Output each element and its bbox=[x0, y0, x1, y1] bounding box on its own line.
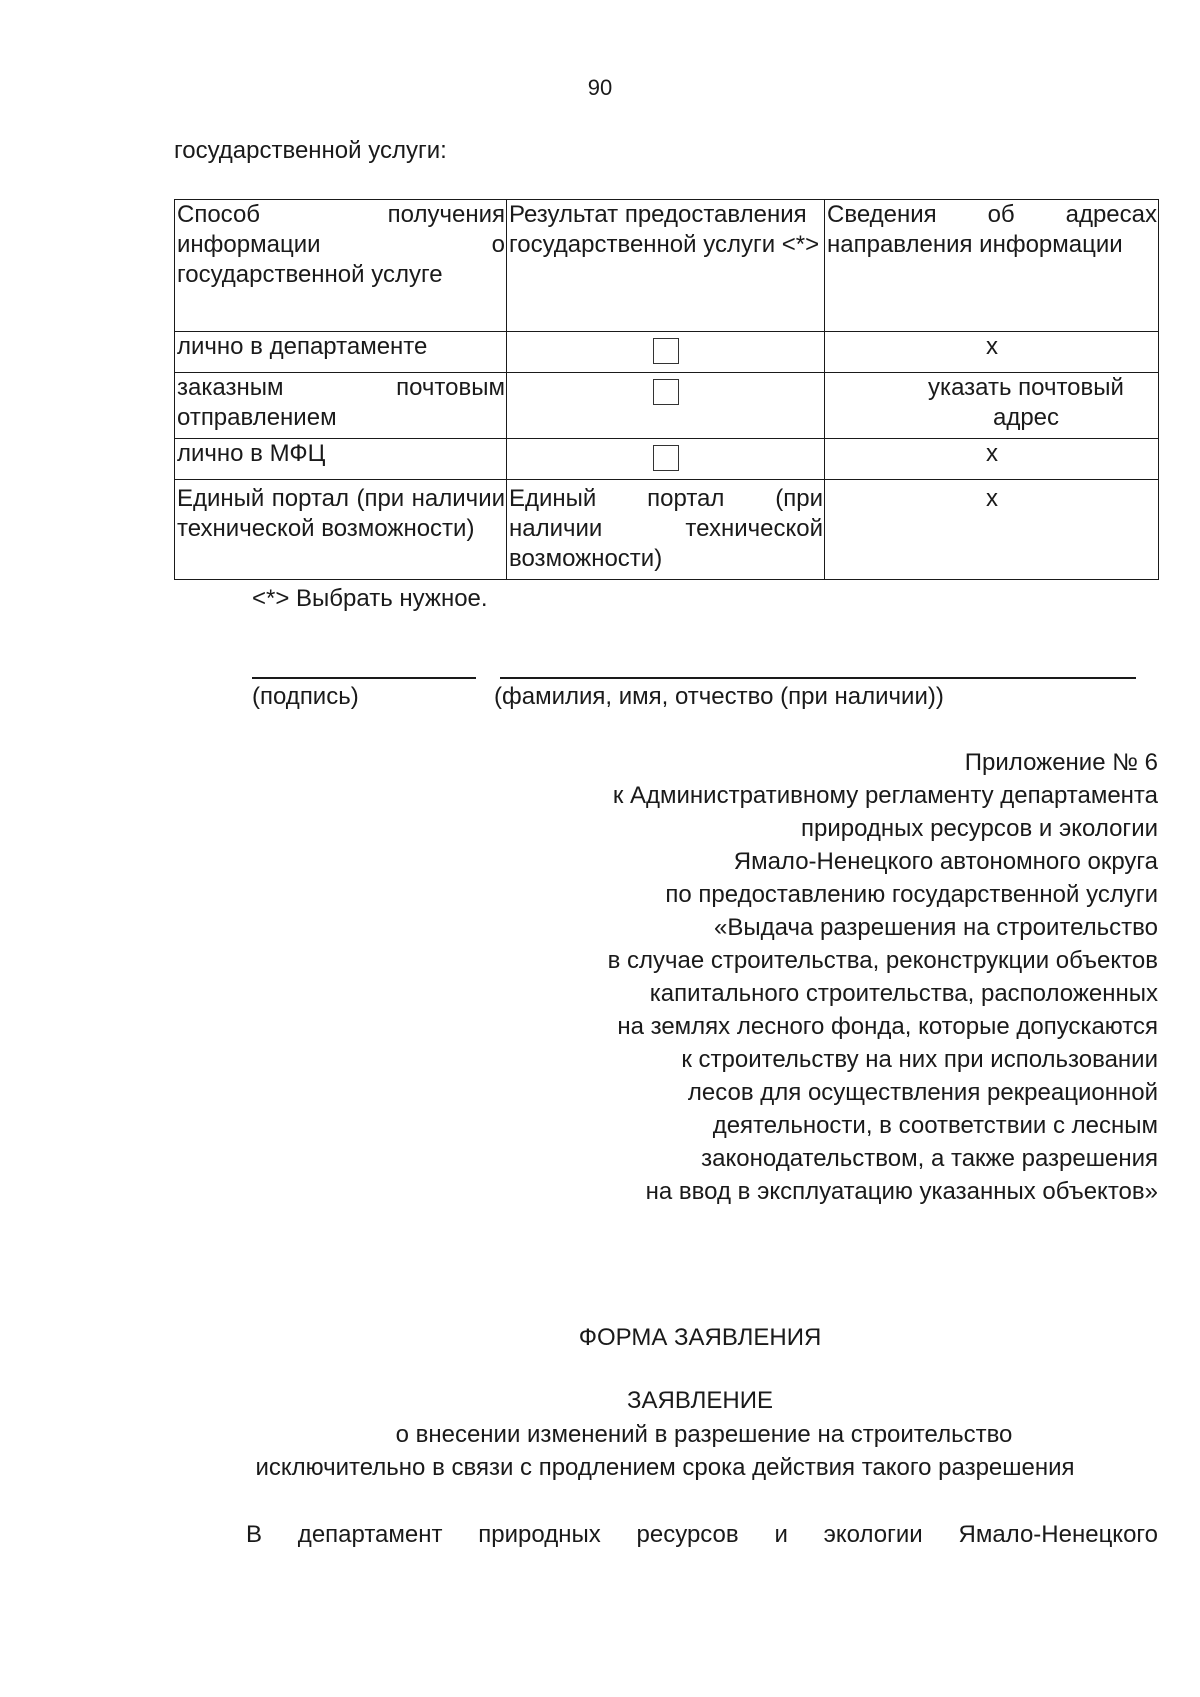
appendix-line: к строительству на них при использовании bbox=[681, 1046, 1158, 1073]
result-cell bbox=[507, 332, 825, 373]
page-number: 90 bbox=[587, 75, 613, 100]
header-cell-result: Результат предоставления государственной услуги <*> bbox=[507, 200, 825, 332]
address-cell: x bbox=[825, 439, 1159, 480]
header-cell-method: Способ получения информации о государственной услуге bbox=[175, 200, 507, 332]
appendix-line: на ввод в эксплуатацию указанных объектов» bbox=[645, 1178, 1158, 1205]
address-cell: x bbox=[825, 332, 1159, 373]
lead-line: государственной услуги: bbox=[174, 137, 447, 164]
appendix-line: «Выдача разрешения на строительство bbox=[714, 914, 1158, 941]
method-cell: заказным почтовым отправлением bbox=[175, 373, 507, 439]
checkbox[interactable] bbox=[653, 445, 679, 471]
body-paragraph: В департамент природных ресурсов и экологии Ямало-Ненецкого bbox=[246, 1521, 1158, 1548]
method-cell: лично в департаменте bbox=[175, 332, 507, 373]
header-cell-address: Сведения об адресах направления информации bbox=[825, 200, 1159, 332]
address-cell: x bbox=[825, 480, 1159, 580]
result-cell bbox=[507, 373, 825, 439]
statement-title: ЗАЯВЛЕНИЕ bbox=[627, 1387, 773, 1414]
address-cell: указать почтовый адрес bbox=[825, 373, 1159, 439]
table-row bbox=[175, 373, 1159, 439]
checkbox[interactable] bbox=[653, 338, 679, 364]
appendix-line: лесов для осуществления рекреационной bbox=[687, 1079, 1158, 1106]
method-cell: лично в МФЦ bbox=[175, 439, 507, 480]
signature-line bbox=[252, 677, 476, 679]
table-header-row bbox=[175, 200, 1159, 332]
name-line bbox=[500, 677, 1136, 679]
table-row bbox=[175, 332, 1159, 373]
method-cell: Единый портал (при наличии технической возможности) bbox=[175, 480, 507, 580]
appendix-line: по предоставлению государственной услуги bbox=[665, 881, 1158, 908]
appendix-line: природных ресурсов и экологии bbox=[801, 815, 1158, 842]
statement-subtitle: о внесении изменений в разрешение на строительство bbox=[395, 1421, 1013, 1448]
appendix-line: на землях лесного фонда, которые допускаются bbox=[617, 1013, 1158, 1040]
signature-caption: (подпись) bbox=[252, 683, 359, 710]
table-row bbox=[175, 439, 1159, 480]
appendix-line: к Административному регламенту департамента bbox=[612, 782, 1158, 809]
result-cell bbox=[507, 439, 825, 480]
table-row bbox=[175, 480, 1159, 580]
name-caption: (фамилия, имя, отчество (при наличии)) bbox=[494, 683, 944, 710]
appendix-line: Приложение № 6 bbox=[964, 749, 1158, 776]
statement-subtitle: исключительно в связи с продлением срока действия такого разрешения bbox=[255, 1454, 1075, 1481]
appendix-line: в случае строительства, реконструкции объектов bbox=[607, 947, 1158, 974]
result-cell: Единый портал (при наличии технической возможности) bbox=[507, 480, 825, 580]
appendix-line: Ямало-Ненецкого автономного округа bbox=[733, 848, 1158, 875]
appendix-line: капитального строительства, расположенных bbox=[649, 980, 1158, 1007]
appendix-header bbox=[358, 746, 1158, 1208]
appendix-line: деятельности, в соответствии с лесным bbox=[712, 1112, 1158, 1139]
form-title: ФОРМА ЗАЯВЛЕНИЯ bbox=[578, 1324, 822, 1351]
footnote: <*> Выбрать нужное. bbox=[252, 585, 488, 612]
checkbox[interactable] bbox=[653, 379, 679, 405]
appendix-line: законодательством, а также разрешения bbox=[701, 1145, 1158, 1172]
info-method-table bbox=[174, 199, 1159, 580]
